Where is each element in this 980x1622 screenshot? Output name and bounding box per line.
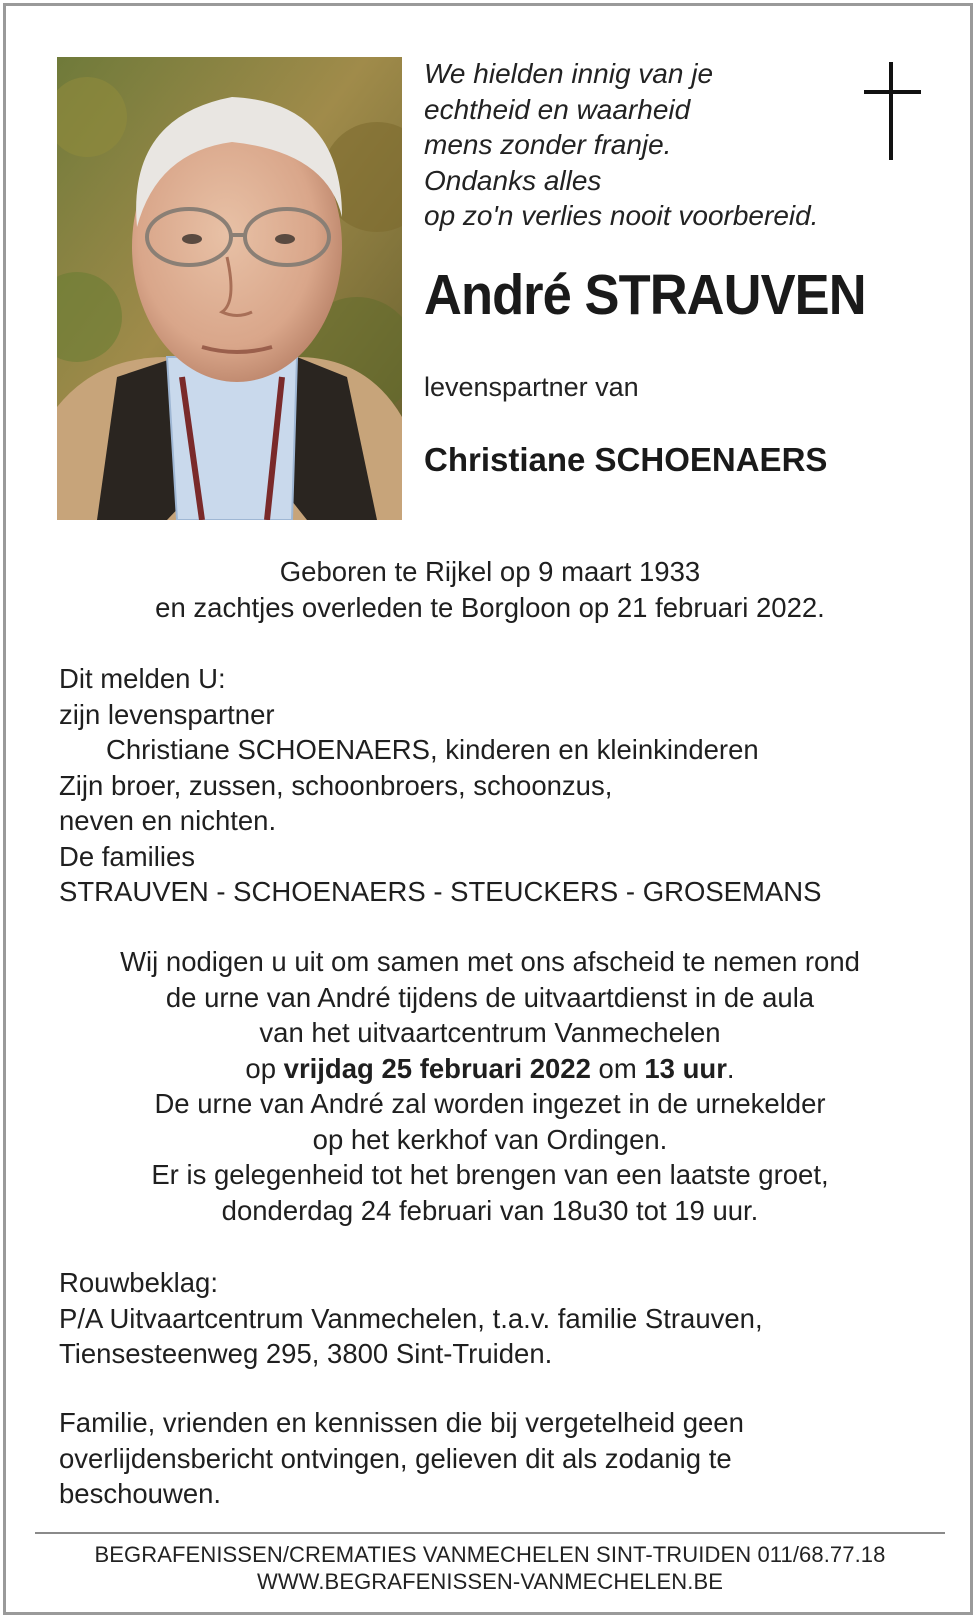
footer [35,1542,945,1595]
date-prefix: op [245,1052,284,1084]
invitation-line: op het kerkhof van Ordingen. [312,1123,668,1155]
announcement-line: zijn levenspartner [59,698,275,730]
announcement-line: Dit melden U: [59,663,226,694]
date-suffix: . [726,1052,735,1084]
poem [424,56,864,234]
poem-line: op zo'n verlies nooit voorbereid. [424,200,819,231]
service-time: 13 uur [644,1052,727,1084]
birth-line: Geboren te Rijkel op 9 maart 1933 [279,556,701,587]
notice-line: Familie, vrienden en kennissen die bij vergetelheid geen [59,1407,744,1438]
announcement-line: Christiane SCHOENAERS, kinderen en kleinkinderen [106,734,759,765]
condolences-address: Tiensesteenweg 295, 3800 Sint-Truiden. [59,1338,553,1369]
invitation-line: van het uitvaartcentrum Vanmechelen [259,1017,721,1048]
service-date: vrijdag 25 februari 2022 [283,1052,591,1084]
poem-line: mens zonder franje. [424,129,672,160]
footer-website: WWW.BEGRAFENISSEN-VANMECHELEN.BE [256,1568,724,1594]
date-mid: om [590,1052,645,1084]
poem-line: echtheid en waarheid [424,93,691,125]
condolences-address: P/A Uitvaartcentrum Vanmechelen, t.a.v. familie Strauven, [59,1302,763,1334]
poem-line: We hielden innig van je [424,58,714,89]
notice [59,1405,744,1512]
footer-divider [35,1532,945,1534]
families-line: STRAUVEN - SCHOENAERS - STEUCKERS - GROSEMANS [59,876,822,907]
announcement-line: Zijn broer, zussen, schoonbroers, schoonzus, [59,769,613,801]
footer-company: BEGRAFENISSEN/CREMATIES VANMECHELEN SINT-TRUIDEN 011/68.77.18 [94,1542,886,1567]
birth-death-info [57,554,923,625]
notice-line: beschouwen. [59,1478,222,1509]
announcement-line: neven en nichten. [59,805,277,836]
invitation-date-line [57,1051,923,1087]
invitation [57,944,923,1228]
condolences [59,1265,763,1372]
partner-intro: levenspartner van [424,372,639,402]
poem-line: Ondanks alles [424,164,602,196]
notice-line: overlijdensbericht ontvingen, gelieven dit als zodanig te [59,1442,732,1474]
invitation-line: De urne van André zal worden ingezet in de urnekelder [154,1088,826,1119]
deceased-name: André STRAUVEN [424,263,866,327]
invitation-line: Er is gelegenheid tot het brengen van een laatste groet, [151,1159,829,1190]
announcement [59,661,821,910]
invitation-line: de urne van André tijdens de uitvaartdienst in de aula [165,981,815,1013]
invitation-line: donderdag 24 februari van 18u30 tot 19 uur. [221,1194,759,1226]
condolences-heading: Rouwbeklag: [59,1267,218,1298]
portrait-photo [57,57,402,520]
invitation-line: Wij nodigen u uit om samen met ons afscheid te nemen rond [120,946,860,977]
partner-name: Christiane SCHOENAERS [424,441,828,478]
cross-icon [864,62,921,160]
death-line: en zachtjes overleden te Borgloon op 21 februari 2022. [155,591,825,623]
announcement-line: De families [59,840,196,872]
